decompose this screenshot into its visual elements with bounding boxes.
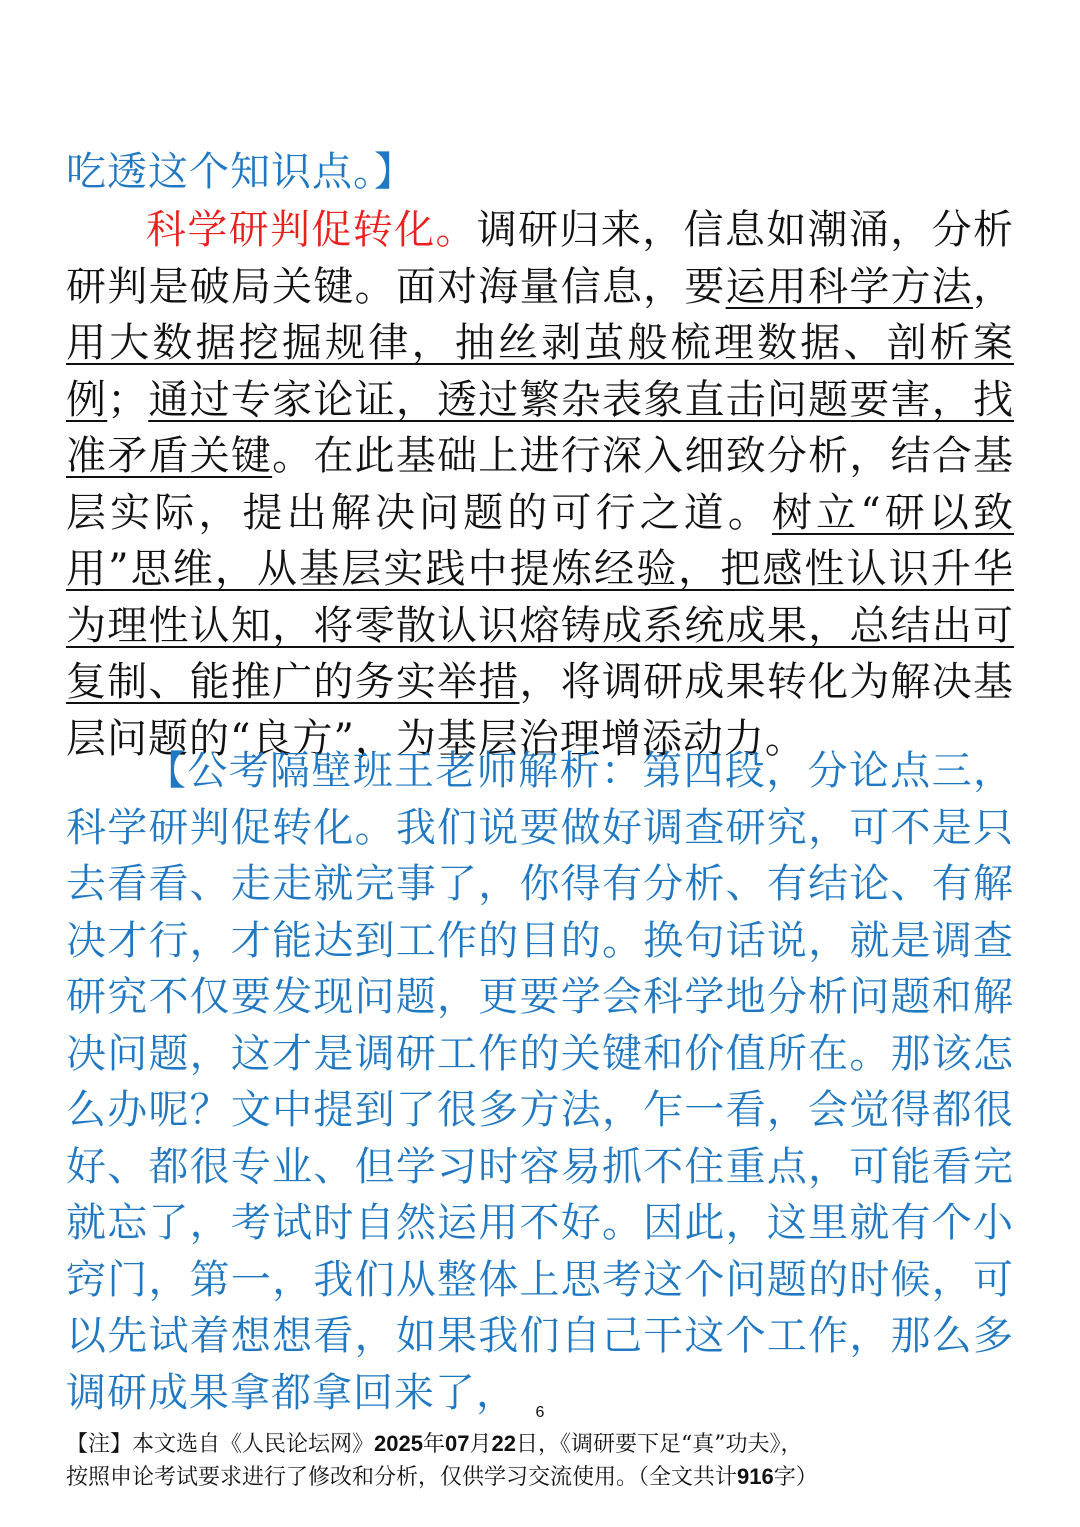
section-paragraph (66, 202, 1014, 767)
footer-text-4: 日，《调研要下足“真”功夫》， (515, 1432, 803, 1457)
section-heading: 科学研判促转化。 (146, 207, 477, 253)
footer-word-count: 916 (737, 1464, 774, 1489)
paragraph-text-4: 。在此基础上进行深入细致分析，结合基层实际，提出解决问题的可行之道。 (66, 433, 1015, 536)
analysis-closing-line (66, 144, 1014, 201)
teacher-analysis-paragraph (66, 743, 1014, 1421)
analysis-text: 【公考隔壁班王老师解析：第四段，分论点三，科学研判促转化。我们说要做好调查研究，可不是只去看看、走走就完事了，你得有分析、有结论、有解决才行，才能达到工作的目的。换句话说，就是调查研究不仅要发现问题，更要学会科学地分析问题和解决问题，这才是调研工作的关键和价值所在。那该怎么办呢？文中提到了很多方法，乍一看，会觉得都很好、都很专业、但学习时容易抓不住重点，可能看完就忘了，考试时自然运用不好。因此，这里就有个小窍门，第一，我们从整体上思考这个问题的时候，可以先试着想想看，如果我们自己干这个工作，那么多调研成果拿都拿回来了， (66, 748, 1014, 1416)
footer-line-2 (66, 1461, 1014, 1494)
underlined-phrase-4: 树立“研以致用”思维，从基层实践中提炼经验，把感性认识升华为理性认知，将零散认识熔铸成系统成果，总结出可复制、能推广的务实举措 (66, 489, 1015, 705)
footer-text-6: 字） (773, 1465, 818, 1490)
footer-month: 07 (444, 1431, 470, 1456)
paragraph-text-2: ， (973, 263, 1015, 310)
paragraph-text-3: ； (107, 376, 149, 423)
footer-text-5: 按照申论考试要求进行了修改和分析，仅供学习交流使用。（全文共计 (66, 1465, 738, 1490)
footer-text-2: 年 (422, 1432, 445, 1457)
footer-text-1: 【注】本文选自《人民论坛网》 (66, 1432, 375, 1457)
underlined-phrase-3: 通过专家论证，透过繁杂表象直击问题要害，找准矛盾关键 (66, 376, 1015, 479)
underlined-phrase-1: 运用科学方法 (725, 263, 974, 310)
page-number: 6 (535, 1404, 545, 1421)
analysis-closing-text: 吃透这个知识点。】 (66, 149, 415, 195)
footer-text-3: 月 (469, 1432, 492, 1457)
footer-year: 2025 (374, 1431, 423, 1456)
paragraph-text-1: 调研归来，信息如潮涌，分析研判是破局关键。面对海量信息，要 (66, 207, 1015, 310)
paragraph-text-5: ，将调研成果转化为解决基层问题的“良方”，为基层治理增添动力。 (66, 659, 1014, 762)
footer-note (66, 1428, 1014, 1494)
footer-day: 22 (491, 1431, 516, 1456)
underlined-phrase-2: 用大数据挖掘规律，抽丝剥茧般梳理数据、剖析案例 (66, 320, 1014, 423)
